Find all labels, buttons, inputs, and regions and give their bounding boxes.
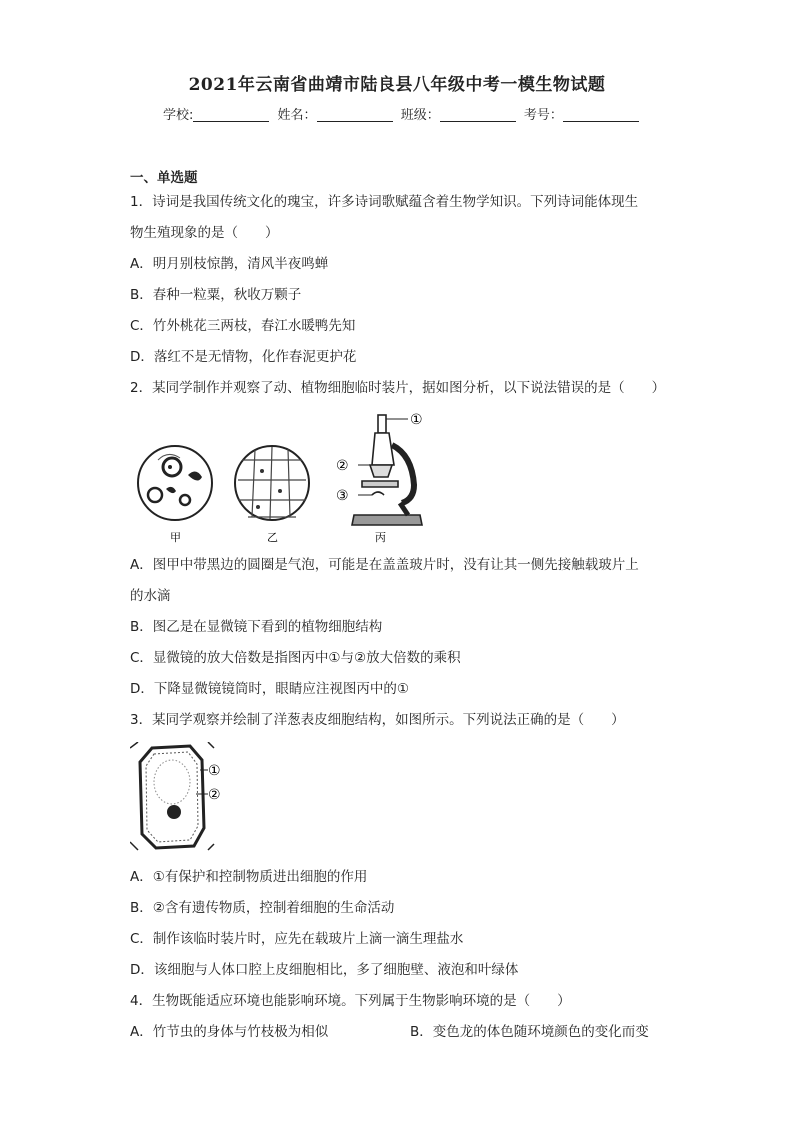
q3-marker-1: ① — [208, 763, 221, 779]
fig-marker-3: ③ — [336, 488, 349, 504]
q1-option-c: C．竹外桃花三两枝，春江水暖鸭先知 — [130, 318, 356, 334]
fig-marker-1: ① — [410, 412, 423, 428]
q3-option-a: A．①有保护和控制物质进出细胞的作用 — [130, 869, 368, 885]
q2-figure-svg — [130, 405, 430, 545]
q4-option-b: B．变色龙的体色随环境颜色的变化而变 — [410, 1024, 649, 1040]
q2-option-a-line2: 的水滴 — [130, 588, 171, 604]
school-label: 学校: — [163, 108, 194, 123]
q1-option-b: B．春种一粒粟，秋收万颗子 — [130, 287, 302, 303]
q2-figure — [130, 405, 430, 545]
fig-label-yi: 乙 — [267, 531, 278, 544]
q3-option-c: C．制作该临时装片时，应先在载玻片上滴一滴生理盐水 — [130, 931, 464, 947]
q1-stem-line2: 物生殖现象的是（ ） — [130, 225, 279, 241]
q2-stem: 2．某同学制作并观察了动、植物细胞临时装片，据如图分析，以下说法错误的是（ ） — [130, 380, 666, 396]
q2-option-a-line1: A．图甲中带黑边的圆圈是气泡，可能是在盖盖玻片时，没有让其一侧先接触载玻片上 — [130, 557, 639, 573]
q3-option-d: D．该细胞与人体口腔上皮细胞相比，多了细胞壁、液泡和叶绿体 — [130, 962, 519, 978]
q2-option-d: D．下降显微镜镜筒时，眼睛应注视图丙中的① — [130, 681, 409, 697]
q3-figure — [130, 742, 235, 857]
q3-option-b: B．②含有遗传物质，控制着细胞的生命活动 — [130, 900, 395, 916]
exam-number-blank — [563, 107, 639, 122]
school-blank — [193, 107, 269, 122]
exam-title: 2021年云南省曲靖市陆良县八年级中考一模生物试题 — [188, 75, 606, 95]
q2-option-b: B．图乙是在显微镜下看到的植物细胞结构 — [130, 619, 383, 635]
q2-option-c: C．显微镜的放大倍数是指图丙中①与②放大倍数的乘积 — [130, 650, 461, 666]
q3-figure-svg — [130, 742, 235, 857]
section-heading: 一、单选题 — [130, 170, 198, 186]
q1-option-d: D．落红不是无情物，化作春泥更护花 — [130, 349, 357, 365]
fig-yi-plant-cells — [235, 446, 309, 520]
name-label: 姓名： — [277, 108, 317, 123]
fig-label-jia: 甲 — [170, 531, 181, 544]
q4-stem: 4．生物既能适应环境也能影响环境。下列属于生物影响环境的是（ ） — [130, 993, 571, 1009]
fig-bing-microscope — [352, 415, 422, 525]
q3-marker-2: ② — [208, 787, 221, 803]
q1-option-a: A．明月别枝惊鹊，清风半夜鸣蝉 — [130, 256, 329, 272]
q1-stem-line1: 1．诗词是我国传统文化的瑰宝，许多诗词歌赋蕴含着生物学知识。下列诗词能体现生 — [130, 194, 639, 210]
student-info-row — [163, 104, 643, 123]
q3-stem: 3．某同学观察并绘制了洋葱表皮细胞结构，如图所示。下列说法正确的是（ ） — [130, 712, 625, 728]
q4-option-a: A．竹节虫的身体与竹枝极为相似 — [130, 1024, 329, 1040]
fig-label-bing: 丙 — [375, 531, 386, 544]
class-blank — [440, 107, 516, 122]
exam-number-label: 考号： — [523, 108, 563, 123]
name-blank — [317, 107, 393, 122]
fig-marker-2: ② — [336, 458, 349, 474]
class-label: 班级： — [400, 108, 440, 123]
fig-jia-animal-cells — [138, 446, 212, 520]
onion-epidermal-cell — [130, 742, 214, 850]
